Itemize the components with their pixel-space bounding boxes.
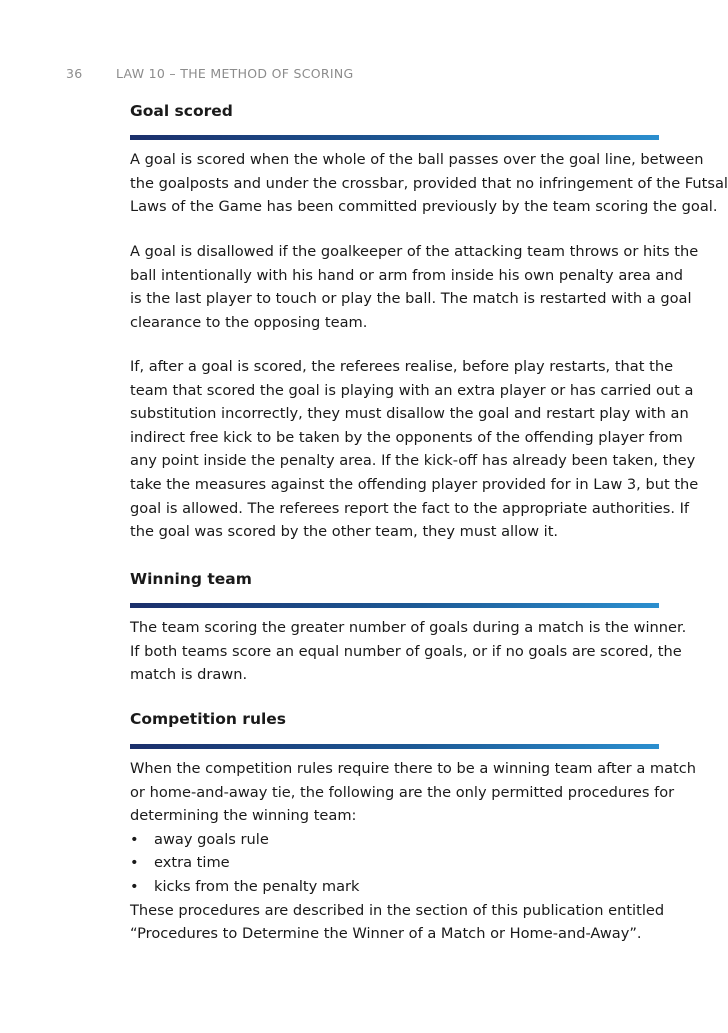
text-line: determining the winning team: [130,807,357,825]
text-line: ball intentionally with his hand or arm from inside his own penalty area and [130,266,683,284]
paragraph-extra-player [130,355,699,544]
section-rule [130,744,659,749]
list-item-text: away goals rule [154,830,269,848]
text-line: A goal is disallowed if the goalkeeper of the attacking team throws or hits the [130,243,699,260]
bullet-symbol: • [130,854,139,872]
page-number: 36 [66,66,83,81]
text-line: Laws of the Game has been committed previously by the team scoring the goal. [130,198,718,216]
bullet-symbol: • [130,830,139,848]
list-item [130,828,670,852]
text-line: These procedures are described in the section of this publication entitled [130,901,665,919]
list-item-text: kicks from the penalty mark [154,877,360,895]
text-line: substitution incorrectly, they must disallow the goal and restart play with an [130,405,689,423]
text-line: When the competition rules require there to be a winning team after a match [130,760,697,777]
section-rule [130,135,659,140]
list-item [130,851,670,875]
text-line: “Procedures to Determine the Winner of a Match or Home-and-Away”. [130,925,642,943]
paragraph-goal-definition [130,148,728,219]
section-title-competition-rules: Competition rules [130,710,287,728]
list-item-text: extra time [154,854,230,872]
bullet-symbol: • [130,877,139,895]
running-header [66,66,354,81]
text-line: clearance to the opposing team. [130,313,368,331]
text-line: team that scored the goal is playing with an extra player or has carried out a [130,381,694,399]
text-line: match is drawn. [130,666,248,684]
section-rule [130,603,659,608]
text-line: the goal was scored by the other team, they must allow it. [130,523,559,541]
paragraph-competition-procedures [130,757,697,946]
text-line: indirect free kick to be taken by the opponents of the offending player from [130,428,683,446]
text-line: is the last player to touch or play the ball. The match is restarted with a goal [130,290,692,308]
section-title-winning-team: Winning team [130,570,252,588]
text-line: If both teams score an equal number of goals, or if no goals are scored, the [130,642,682,660]
paragraph-winner [130,616,687,687]
text-line: A goal is scored when the whole of the ball passes over the goal line, between [130,151,704,168]
section-title-goal-scored: Goal scored [130,102,233,120]
text-line: goal is allowed. The referees report the fact to the appropriate authorities. If [130,499,690,517]
paragraph-goal-disallowed [130,240,699,334]
text-line: the goalposts and under the crossbar, provided that no infringement of the Futsal [130,174,728,192]
text-line: take the measures against the offending player provided for in Law 3, but the [130,475,699,493]
text-line: or home-and-away tie, the following are the only permitted procedures for [130,783,675,801]
text-line: If, after a goal is scored, the referees realise, before play restarts, that the [130,358,674,375]
list-item [130,875,670,899]
chapter-title: LAW 10 – THE METHOD OF SCORING [116,66,354,81]
text-line: The team scoring the greater number of goals during a match is the winner. [130,619,687,636]
text-line: any point inside the penalty area. If the kick-off has already been taken, they [130,452,696,470]
